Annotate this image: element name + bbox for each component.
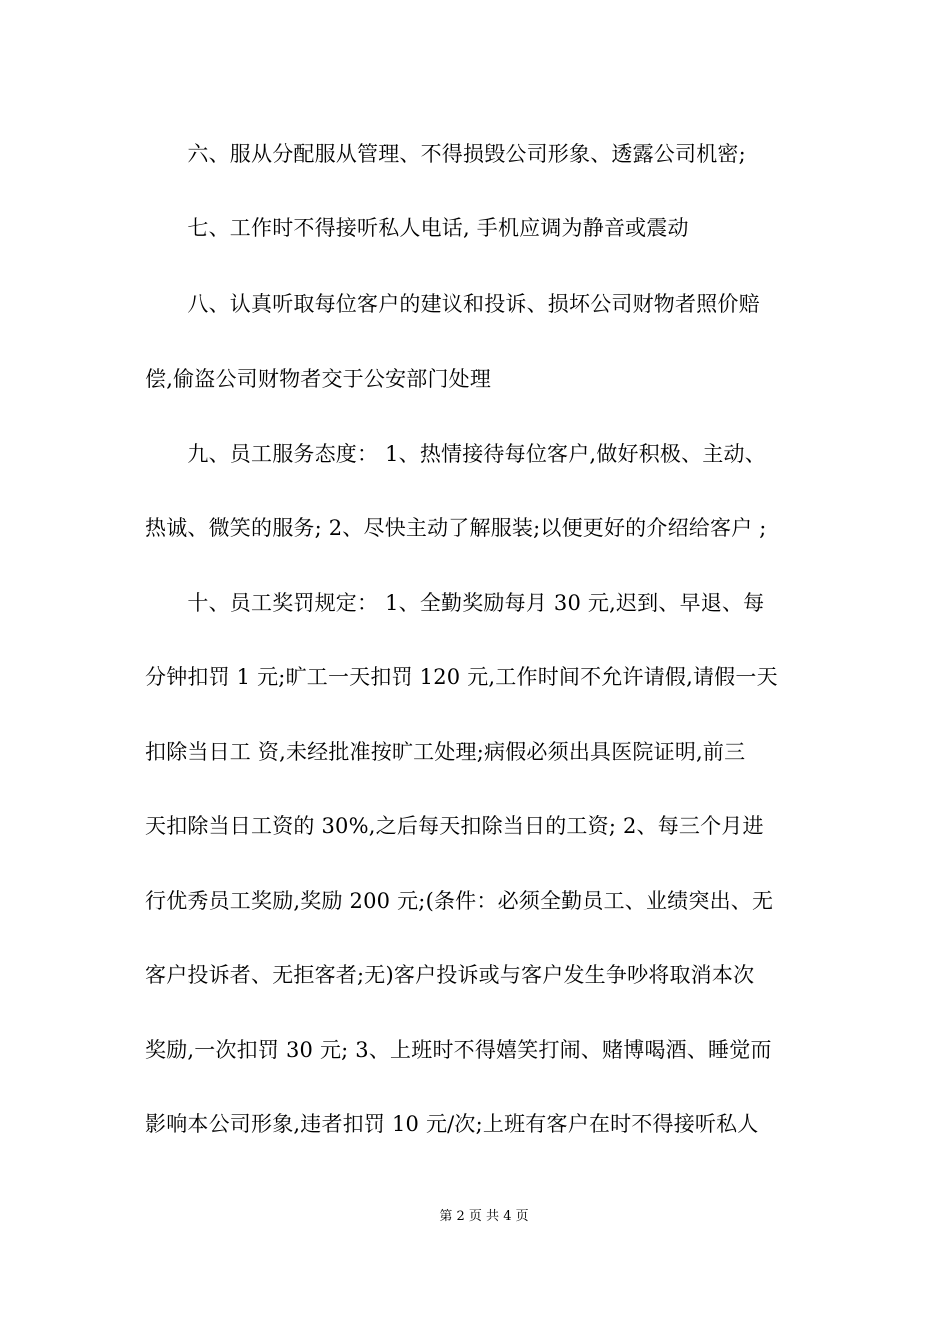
paragraph-line-9: 扣除当日工 资,未经批准按旷工处理;病假必须出具医院证明,前三 — [145, 740, 746, 764]
paragraph-line-10: 天扣除当日工资的 30%,之后每天扣除当日的工资; 2、每三个月进 — [145, 814, 764, 838]
paragraph-line-3: 八、认真听取每位客户的建议和投诉、损坏公司财物者照价赔 — [145, 292, 760, 316]
paragraph-line-8: 分钟扣罚 1 元;旷工一天扣罚 120 元,工作时间不允许请假,请假一天 — [145, 665, 778, 689]
paragraph-line-14: 影响本公司形象,违者扣罚 10 元/次;上班有客户在时不得接听私人 — [145, 1112, 759, 1136]
paragraph-line-13: 奖励,一次扣罚 30 元; 3、上班时不得嬉笑打闹、赌博喝酒、睡觉而 — [145, 1038, 772, 1062]
page-number-footer: 第 2 页 共 4 页 — [439, 1209, 529, 1224]
paragraph-line-6: 热诚、微笑的服务; 2、尽快主动了解服装;以便更好的介绍给客户 ; — [145, 516, 767, 540]
paragraph-line-4: 偿,偷盗公司财物者交于公安部门处理 — [145, 367, 492, 391]
paragraph-line-11: 行优秀员工奖励,奖励 200 元;(条件：必须全勤员工、业绩突出、无 — [145, 889, 774, 913]
paragraph-line-12: 客户投诉者、无拒客者;无)客户投诉或与客户发生争吵将取消本次 — [145, 963, 755, 987]
paragraph-line-1: 六、服从分配服从管理、不得损毁公司形象、透露公司机密; — [145, 142, 746, 166]
paragraph-line-2: 七、工作时不得接听私人电话, 手机应调为静音或震动 — [145, 216, 689, 240]
paragraph-line-5: 九、员工服务态度： 1、热情接待每位客户,做好积极、主动、 — [145, 442, 766, 466]
paragraph-line-7: 十、员工奖罚规定： 1、全勤奖励每月 30 元,迟到、早退、每 — [145, 591, 765, 615]
